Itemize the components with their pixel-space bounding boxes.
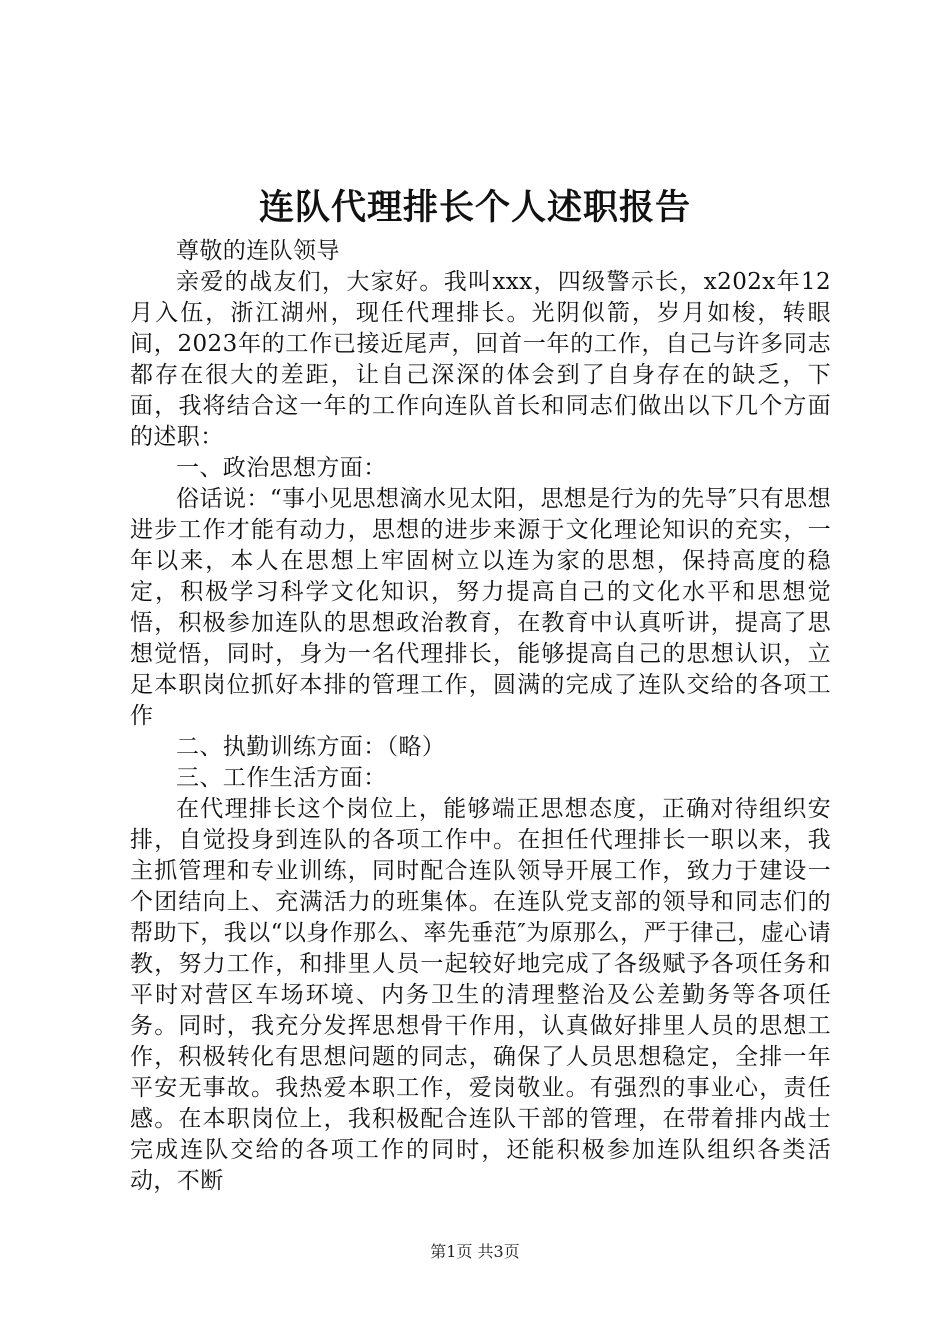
paragraph-intro: 亲爱的战友们，大家好。我叫xxx，四级警示长，x202x年12月入伍，浙江湖州，现任代理排长。光阴似箭，岁月如梭，转眼间，2023年的工作已接近尾声，回首一年的工作，自己与许多同志都存在很大的差距，让自己深深的体会到了自身存在的缺乏，下面，我将结合这一年的工作向连队首长和同志们做出以下几个方面的述职： (130, 269, 831, 450)
document-title: 连队代理排长个人述职报告 (258, 187, 691, 228)
document-body (130, 236, 831, 1197)
salutation: 尊敬的连队领导 (176, 238, 340, 264)
page-indicator: 第1页 共3页 (430, 1242, 520, 1261)
section-heading-work-life: 三、工作生活方面： (176, 765, 387, 791)
paragraph-politics: 俗话说：“事小见思想滴水见太阳，思想是行为的先导″只有思想进步工作才能有动力，思想的进步来源于文化理论知识的充实，一年以来，本人在思想上牢固树立以连为家的思想，保持高度的稳定，积极学习科学文化知识，努力提高自己的文化水平和思想觉悟，积极参加连队的思想政治教育，在教育中认真听讲，提高了思想觉悟，同时，身为一名代理排长，能够提高自己的思想认识，立足本职岗位抓好本排的管理工作，圆满的完成了连队交给的各项工作 (130, 486, 831, 729)
paragraph-work-life: 在代理排长这个岗位上，能够端正思想态度，正确对待组织安排，自觉投身到连队的各项工作中。在担任代理排长一职以来，我主抓管理和专业训练，同时配合连队领导开展工作，致力于建设一个团结向上、充满活力的班集体。在连队党支部的领导和同志们的帮助下，我以“以身作那么、率先垂范″为原那么，严于律己，虚心请教，努力工作，和排里人员一起较好地完成了各级赋予各项任务和平时对营区车场环境、内务卫生的清理整治及公差勤务等各项任务。同时，我充分发挥思想骨干作用，认真做好排里人员的思想工作，积极转化有思想问题的同志，确保了人员思想稳定，全排一年平安无事故。我热爱本职工作，爱岗敬业。有强烈的事业心，责任感。在本职岗位上，我积极配合连队干部的管理，在带着排内战士完成连队交给的各项工作的同时，还能积极参加连队组织各类活动，不断 (130, 796, 831, 1194)
section-heading-training: 二、执勤训练方面：（略） (176, 734, 446, 760)
section-heading-politics: 一、政治思想方面： (176, 455, 387, 481)
